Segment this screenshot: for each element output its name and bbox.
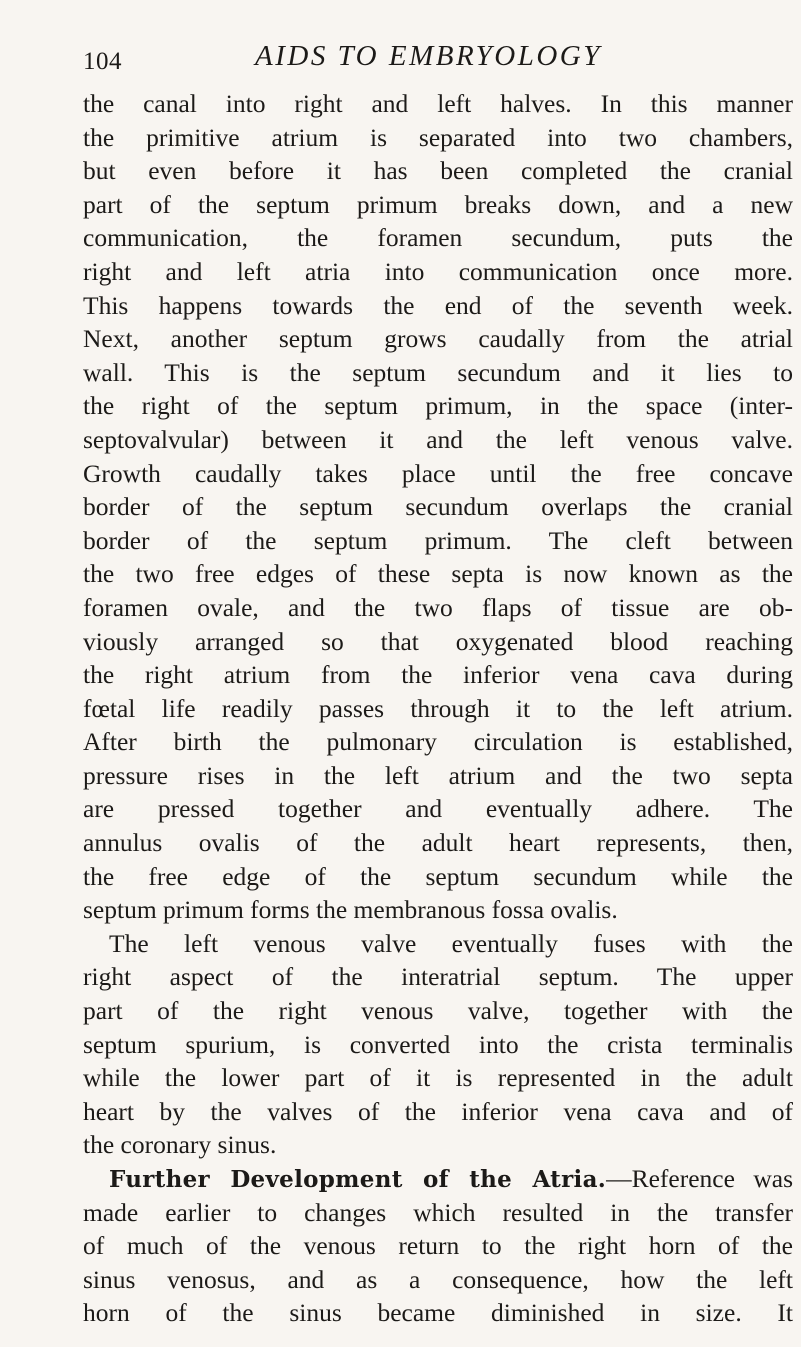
section-heading: Further Development of the Atria. <box>109 1166 607 1193</box>
text-line: of much of the venous return to the right horn of the <box>83 1231 793 1261</box>
page-number: 104 <box>83 48 122 75</box>
text-line: part of the right venous valve, together with the <box>83 996 793 1026</box>
text-line: the primitive atrium is separated into two chambers, <box>83 122 793 152</box>
text-line: the right atrium from the inferior vena cava during <box>83 660 793 690</box>
text-line: but even before it has been completed the cranial <box>83 156 793 186</box>
text-line: This happens towards the end of the seventh week. <box>83 290 793 320</box>
text-line: Next, another septum grows caudally from the atrial <box>83 324 793 354</box>
text-line: the coronary sinus. <box>83 1130 277 1160</box>
text-line: while the lower part of it is represented in the adult <box>83 1063 793 1093</box>
text-line: communication, the foramen secundum, puts the <box>83 223 793 253</box>
text-line: border of the septum secundum overlaps the cranial <box>83 492 793 522</box>
paragraph-atrial-septation <box>83 87 793 927</box>
text-line: border of the septum primum. The cleft between <box>83 525 793 555</box>
text-line: the right of the septum primum, in the space (inter- <box>83 391 793 421</box>
text-line: the two free edges of these septa is now known as the <box>83 559 793 589</box>
text-line: made earlier to changes which resulted in the transfer <box>83 1197 793 1227</box>
text-line: After birth the pulmonary circulation is established, <box>83 727 793 757</box>
body-text <box>83 87 793 1330</box>
text-line: viously arranged so that oxygenated blood reaching <box>83 626 793 656</box>
heading-line-rest: —Reference was <box>606 1164 793 1193</box>
text-line: septovalvular) between it and the left venous valve. <box>83 424 793 454</box>
text-line: septum primum forms the membranous fossa ovalis. <box>83 895 618 925</box>
text-line: pressure rises in the left atrium and the two septa <box>83 760 793 790</box>
text-line: Growth caudally takes place until the free concave <box>83 458 793 488</box>
text-line: The left venous valve eventually fuses with the <box>109 928 793 958</box>
paragraph-further-development <box>83 1162 793 1330</box>
text-line: sinus venosus, and as a consequence, how the left <box>83 1264 793 1294</box>
text-line: the free edge of the septum secundum while the <box>83 861 793 891</box>
running-title: AIDS TO EMBRYOLOGY <box>255 40 602 72</box>
text-line: horn of the sinus became diminished in size. It <box>83 1298 793 1328</box>
text-line: wall. This is the septum secundum and it lies to <box>83 357 793 387</box>
text-line <box>83 1162 793 1196</box>
text-line: fœtal life readily passes through it to the left atrium. <box>83 693 793 723</box>
text-line: septum spurium, is converted into the crista terminalis <box>83 1029 793 1059</box>
text-line: foramen ovale, and the two flaps of tissue are ob- <box>83 592 793 622</box>
text-line: annulus ovalis of the adult heart represents, then, <box>83 828 793 858</box>
text-line: are pressed together and eventually adhere. The <box>83 794 793 824</box>
paragraph-venous-valves <box>83 927 793 1162</box>
text-line: right aspect of the interatrial septum. The upper <box>83 962 793 992</box>
text-line: part of the septum primum breaks down, and a new <box>83 189 793 219</box>
text-line: right and left atria into communication once more. <box>83 256 793 286</box>
text-line: the canal into right and left halves. In this manner <box>83 89 793 118</box>
text-line: heart by the valves of the inferior vena cava and of <box>83 1096 793 1126</box>
running-head <box>83 40 761 80</box>
